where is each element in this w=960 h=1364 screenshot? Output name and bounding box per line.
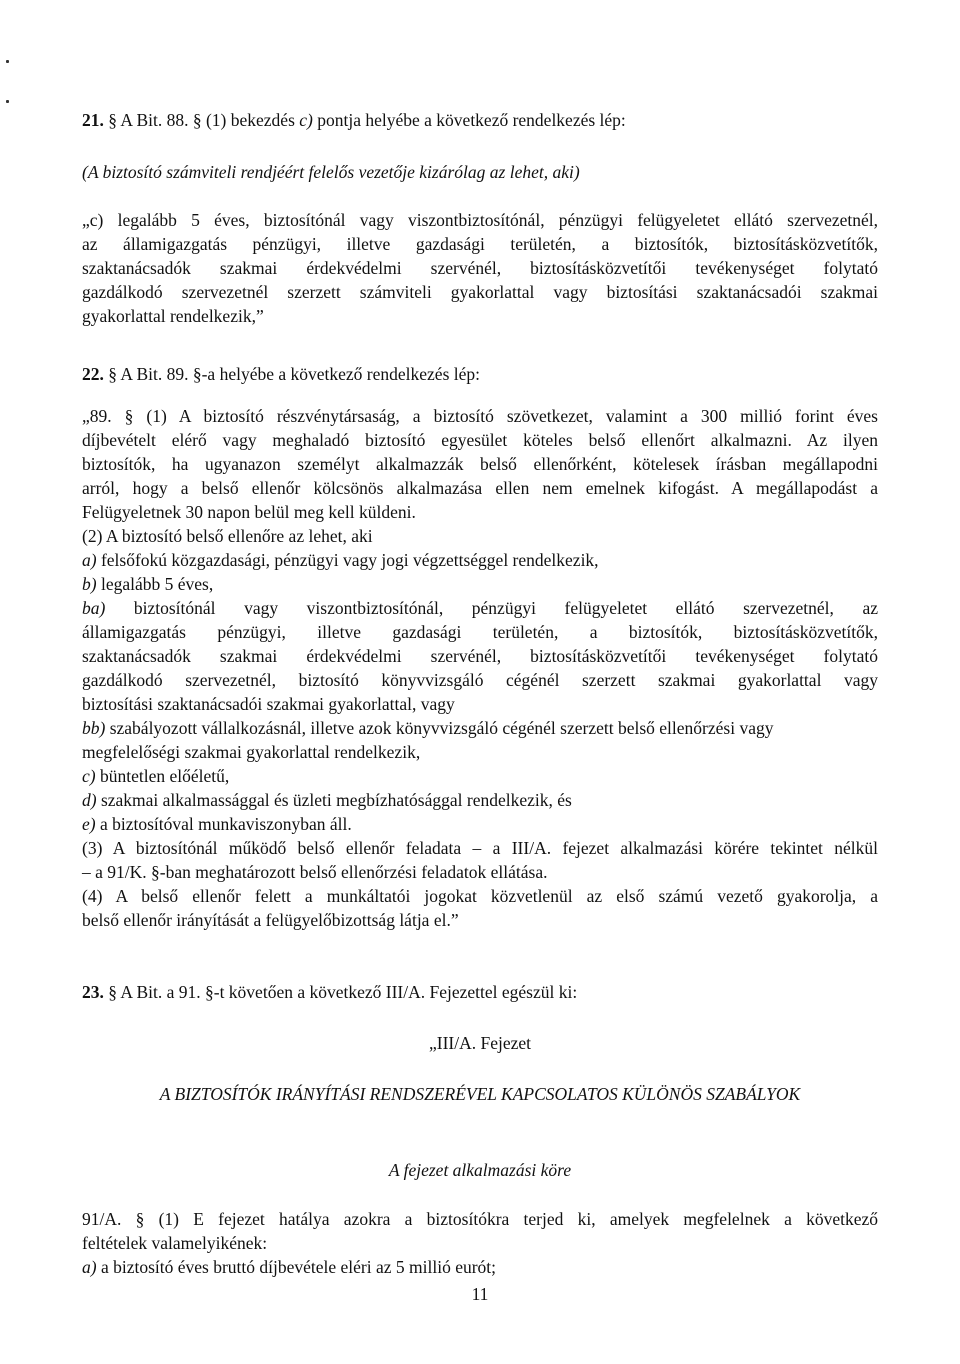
paragraph-line: biztosítók, ha ugyanazon személyt alkalmazzák belső ellenőrként, kötelesek írásban megállapodni bbox=[82, 454, 878, 474]
section-23-heading: 23. § A Bit. a 91. §-t követően a következő III/A. Fejezettel egészül ki: bbox=[82, 982, 578, 1002]
paragraph-line: – a 91/K. §-ban meghatározott belső ellenőrzési feladatok ellátása. bbox=[82, 862, 548, 882]
paragraph-line: 91/A. § (1) E fejezet hatálya azokra a biztosítókra terjed ki, amelyek megfelelnek a következő bbox=[82, 1209, 878, 1229]
list-item: ba) biztosítónál vagy viszontbiztosítónál, pénzügyi felügyeletet ellátó szervezetnél, az bbox=[82, 598, 878, 618]
chapter-heading: „III/A. Fejezet bbox=[428, 1033, 532, 1053]
list-item: bb) szabályozott vállalkozásnál, illetve azok könyvvizsgáló cégénél szerzett belső ellenőrzési vagy bbox=[82, 718, 774, 738]
paragraph-line: belső ellenőr irányítását a felügyelőbizottság látja el.” bbox=[82, 910, 459, 930]
scan-mark bbox=[6, 60, 9, 63]
paragraph-line: díjbevételt elérő vagy meghaladó biztosító egyesület köteles belső ellenőrt alkalmazni. Az ilyen bbox=[82, 430, 878, 450]
section-number: 23. bbox=[82, 982, 104, 1002]
list-item: a) felsőfokú közgazdasági, pénzügyi vagy jogi végzettséggel rendelkezik, bbox=[82, 550, 599, 570]
list-item: b) legalább 5 éves, bbox=[82, 574, 214, 594]
list-item-line: gazdálkodó szervezetnél, biztosító könyvvizsgáló cégénél szerzett szakmai gyakorlattal vagy bbox=[82, 670, 878, 690]
section-21-line: az államigazgatás pénzügyi, illetve gazdasági területén, a biztosítók, biztosításközvetítők, bbox=[82, 234, 878, 254]
section-number: 22. bbox=[82, 364, 104, 384]
paragraph-line: (2) A biztosító belső ellenőre az lehet, aki bbox=[82, 526, 373, 546]
paragraph-line: „89. § (1) A biztosító részvénytársaság, a biztosító szövetkezet, valamint a 300 millió forint éves bbox=[82, 406, 878, 426]
section-22-heading: 22. § A Bit. 89. §-a helyébe a következő rendelkezés lép: bbox=[82, 364, 480, 384]
page-number: 11 bbox=[471, 1284, 489, 1304]
section-21-intro: (A biztosító számviteli rendjéért felelős vezetője kizárólag az lehet, aki) bbox=[82, 162, 580, 182]
list-item-line: szaktanácsadók szakmai érdekvédelmi szervénél, biztosításközvetítői tevékenységet folytató bbox=[82, 646, 878, 666]
section-21-line: gazdálkodó szervezetnél szerzett számviteli gyakorlattal vagy biztosítási szaktanácsadói szakmai bbox=[82, 282, 878, 302]
list-item-line: megfelelőségi szakmai gyakorlattal rendelkezik, bbox=[82, 742, 421, 762]
paragraph-line: Felügyeletnek 30 napon belül meg kell küldeni. bbox=[82, 502, 416, 522]
subsection-title: A fejezet alkalmazási köre bbox=[388, 1160, 572, 1180]
scan-mark bbox=[6, 100, 9, 103]
list-item-line: biztosítási szaktanácsadói szakmai gyakorlattal, vagy bbox=[82, 694, 455, 714]
list-item: e) a biztosítóval munkaviszonyban áll. bbox=[82, 814, 352, 834]
paragraph-line: (4) A belső ellenőr felett a munkáltatói jogokat közvetlenül az első számú vezető gyakorolja, a bbox=[82, 886, 878, 906]
section-number: 21. bbox=[82, 110, 104, 130]
section-21-line: gyakorlattal rendelkezik,” bbox=[82, 306, 264, 326]
list-item: c) büntetlen előéletű, bbox=[82, 766, 230, 786]
paragraph-line: (3) A biztosítónál működő belső ellenőr feladata – a III/A. fejezet alkalmazási körére tekintet nélkül bbox=[82, 838, 878, 858]
section-21-line: „c) legalább 5 éves, biztosítónál vagy viszontbiztosítónál, pénzügyi felügyeletet ellátó szervezetnél, bbox=[82, 210, 878, 230]
section-21-heading: 21. § A Bit. 88. § (1) bekezdés c) pontja helyébe a következő rendelkezés lép: bbox=[82, 110, 626, 130]
list-item: d) szakmai alkalmassággal és üzleti megbízhatósággal rendelkezik, és bbox=[82, 790, 572, 810]
list-item: a) a biztosító éves bruttó díjbevétele eléri az 5 millió eurót; bbox=[82, 1257, 497, 1277]
list-item-line: államigazgatás pénzügyi, illetve gazdasági területén, a biztosítók, biztosításközvetítők, bbox=[82, 622, 878, 642]
section-21-line: szaktanácsadók szakmai érdekvédelmi szervénél, biztosításközvetítői tevékenységet folytató bbox=[82, 258, 878, 278]
paragraph-line: feltételek valamelyikének: bbox=[82, 1233, 268, 1253]
paragraph-line: arról, hogy a belső ellenőr kölcsönös alkalmazása ellen nem emelnek kifogást. A megállapodást a bbox=[82, 478, 878, 498]
chapter-title: A BIZTOSÍTÓK IRÁNYÍTÁSI RENDSZERÉVEL KAPCSOLATOS KÜLÖNÖS SZABÁLYOK bbox=[159, 1084, 801, 1104]
